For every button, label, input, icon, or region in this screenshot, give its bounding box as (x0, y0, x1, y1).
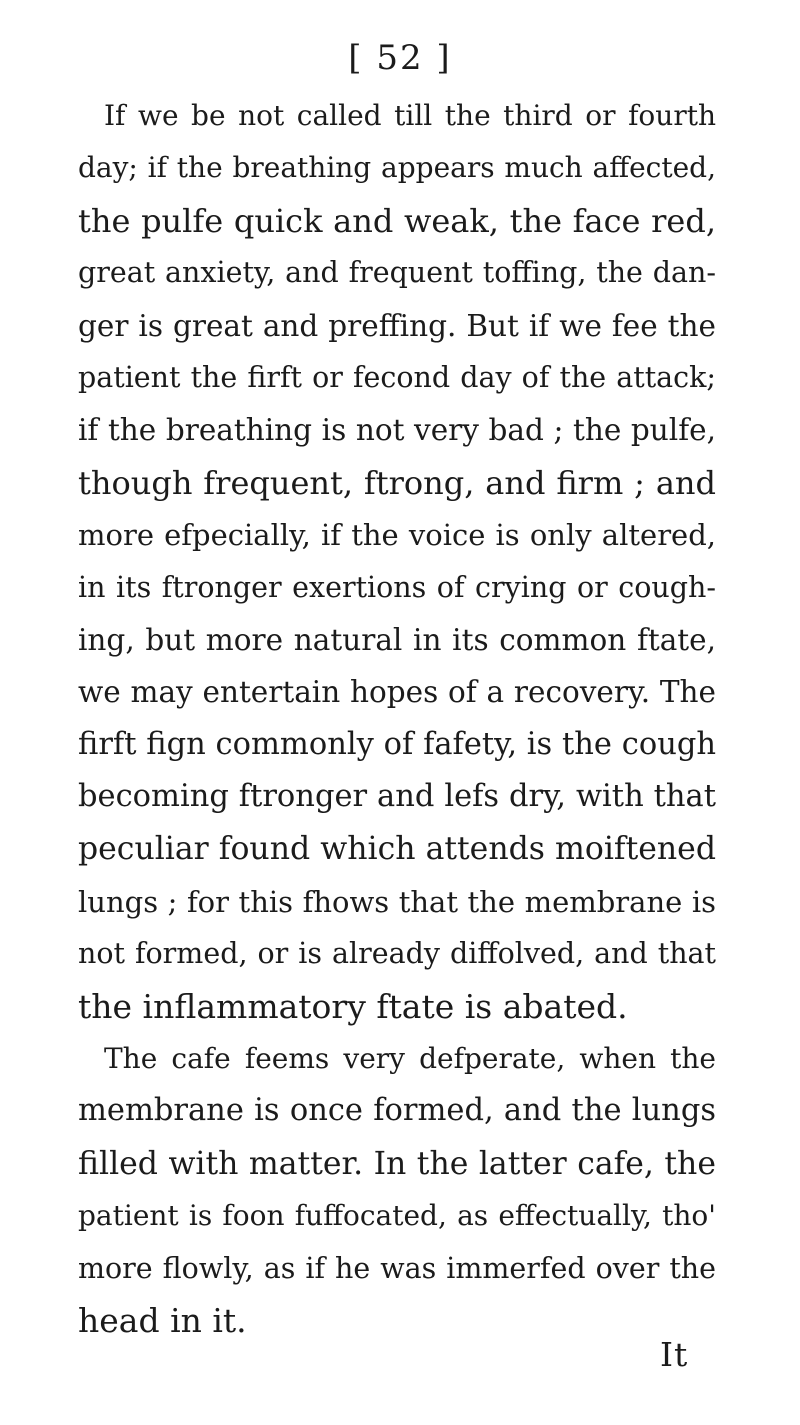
text-line: though frequent, ftrong, and firm ; and (78, 463, 716, 502)
text-line: The cafe feems very defperate, when the (104, 1042, 716, 1076)
text-line: filled with matter. In the latter cafe, the (78, 1145, 716, 1182)
text-line: If we be not called till the third or fourth (104, 99, 716, 132)
text-line: becoming ftronger and lefs dry, with that (78, 779, 716, 815)
text-line: in its ftronger exertions of crying or cough- (78, 570, 716, 604)
text-line: membrane is once formed, and the lungs (78, 1093, 716, 1129)
text-line: we may entertain hopes of a recovery. The (78, 675, 716, 710)
text-line: peculiar found which attends moiftened (78, 831, 716, 868)
text-line: if the breathing is not very bad ; the pulfe, (78, 413, 716, 448)
text-line: patient is foon fuffocated, as effectually, tho' (78, 1199, 716, 1233)
page-number: [ 52 ] (348, 38, 452, 78)
text-line: day; if the breathing appears much affected, (78, 151, 716, 185)
paragraph-2 (78, 1033, 716, 1347)
text-line: great anxiety, and frequent toffing, the dan- (78, 256, 716, 290)
text-line: patient the firft or fecond day of the attack; (78, 360, 716, 394)
catchword: It (660, 1335, 689, 1374)
paragraph-1 (78, 90, 716, 1033)
text-line: firft fign commonly of fafety, is the cough (78, 726, 716, 762)
text-line: not formed, or is already diffolved, and that (78, 937, 716, 971)
text-line: more flowly, as if he was immerfed over the (78, 1251, 716, 1285)
text-line: the pulfe quick and weak, the face red, (78, 201, 716, 240)
body-text (78, 90, 716, 1347)
text-line: head in it. (78, 1300, 247, 1340)
text-line: lungs ; for this fhows that the membrane is (78, 884, 716, 919)
text-line: ger is great and preffing. But if we fee the (78, 308, 716, 343)
text-line: the inflammatory ftate is abated. (78, 986, 628, 1026)
text-line: ing, but more natural in its common ftate, (78, 622, 716, 657)
text-line: more efpecially, if the voice is only altered, (78, 518, 716, 553)
